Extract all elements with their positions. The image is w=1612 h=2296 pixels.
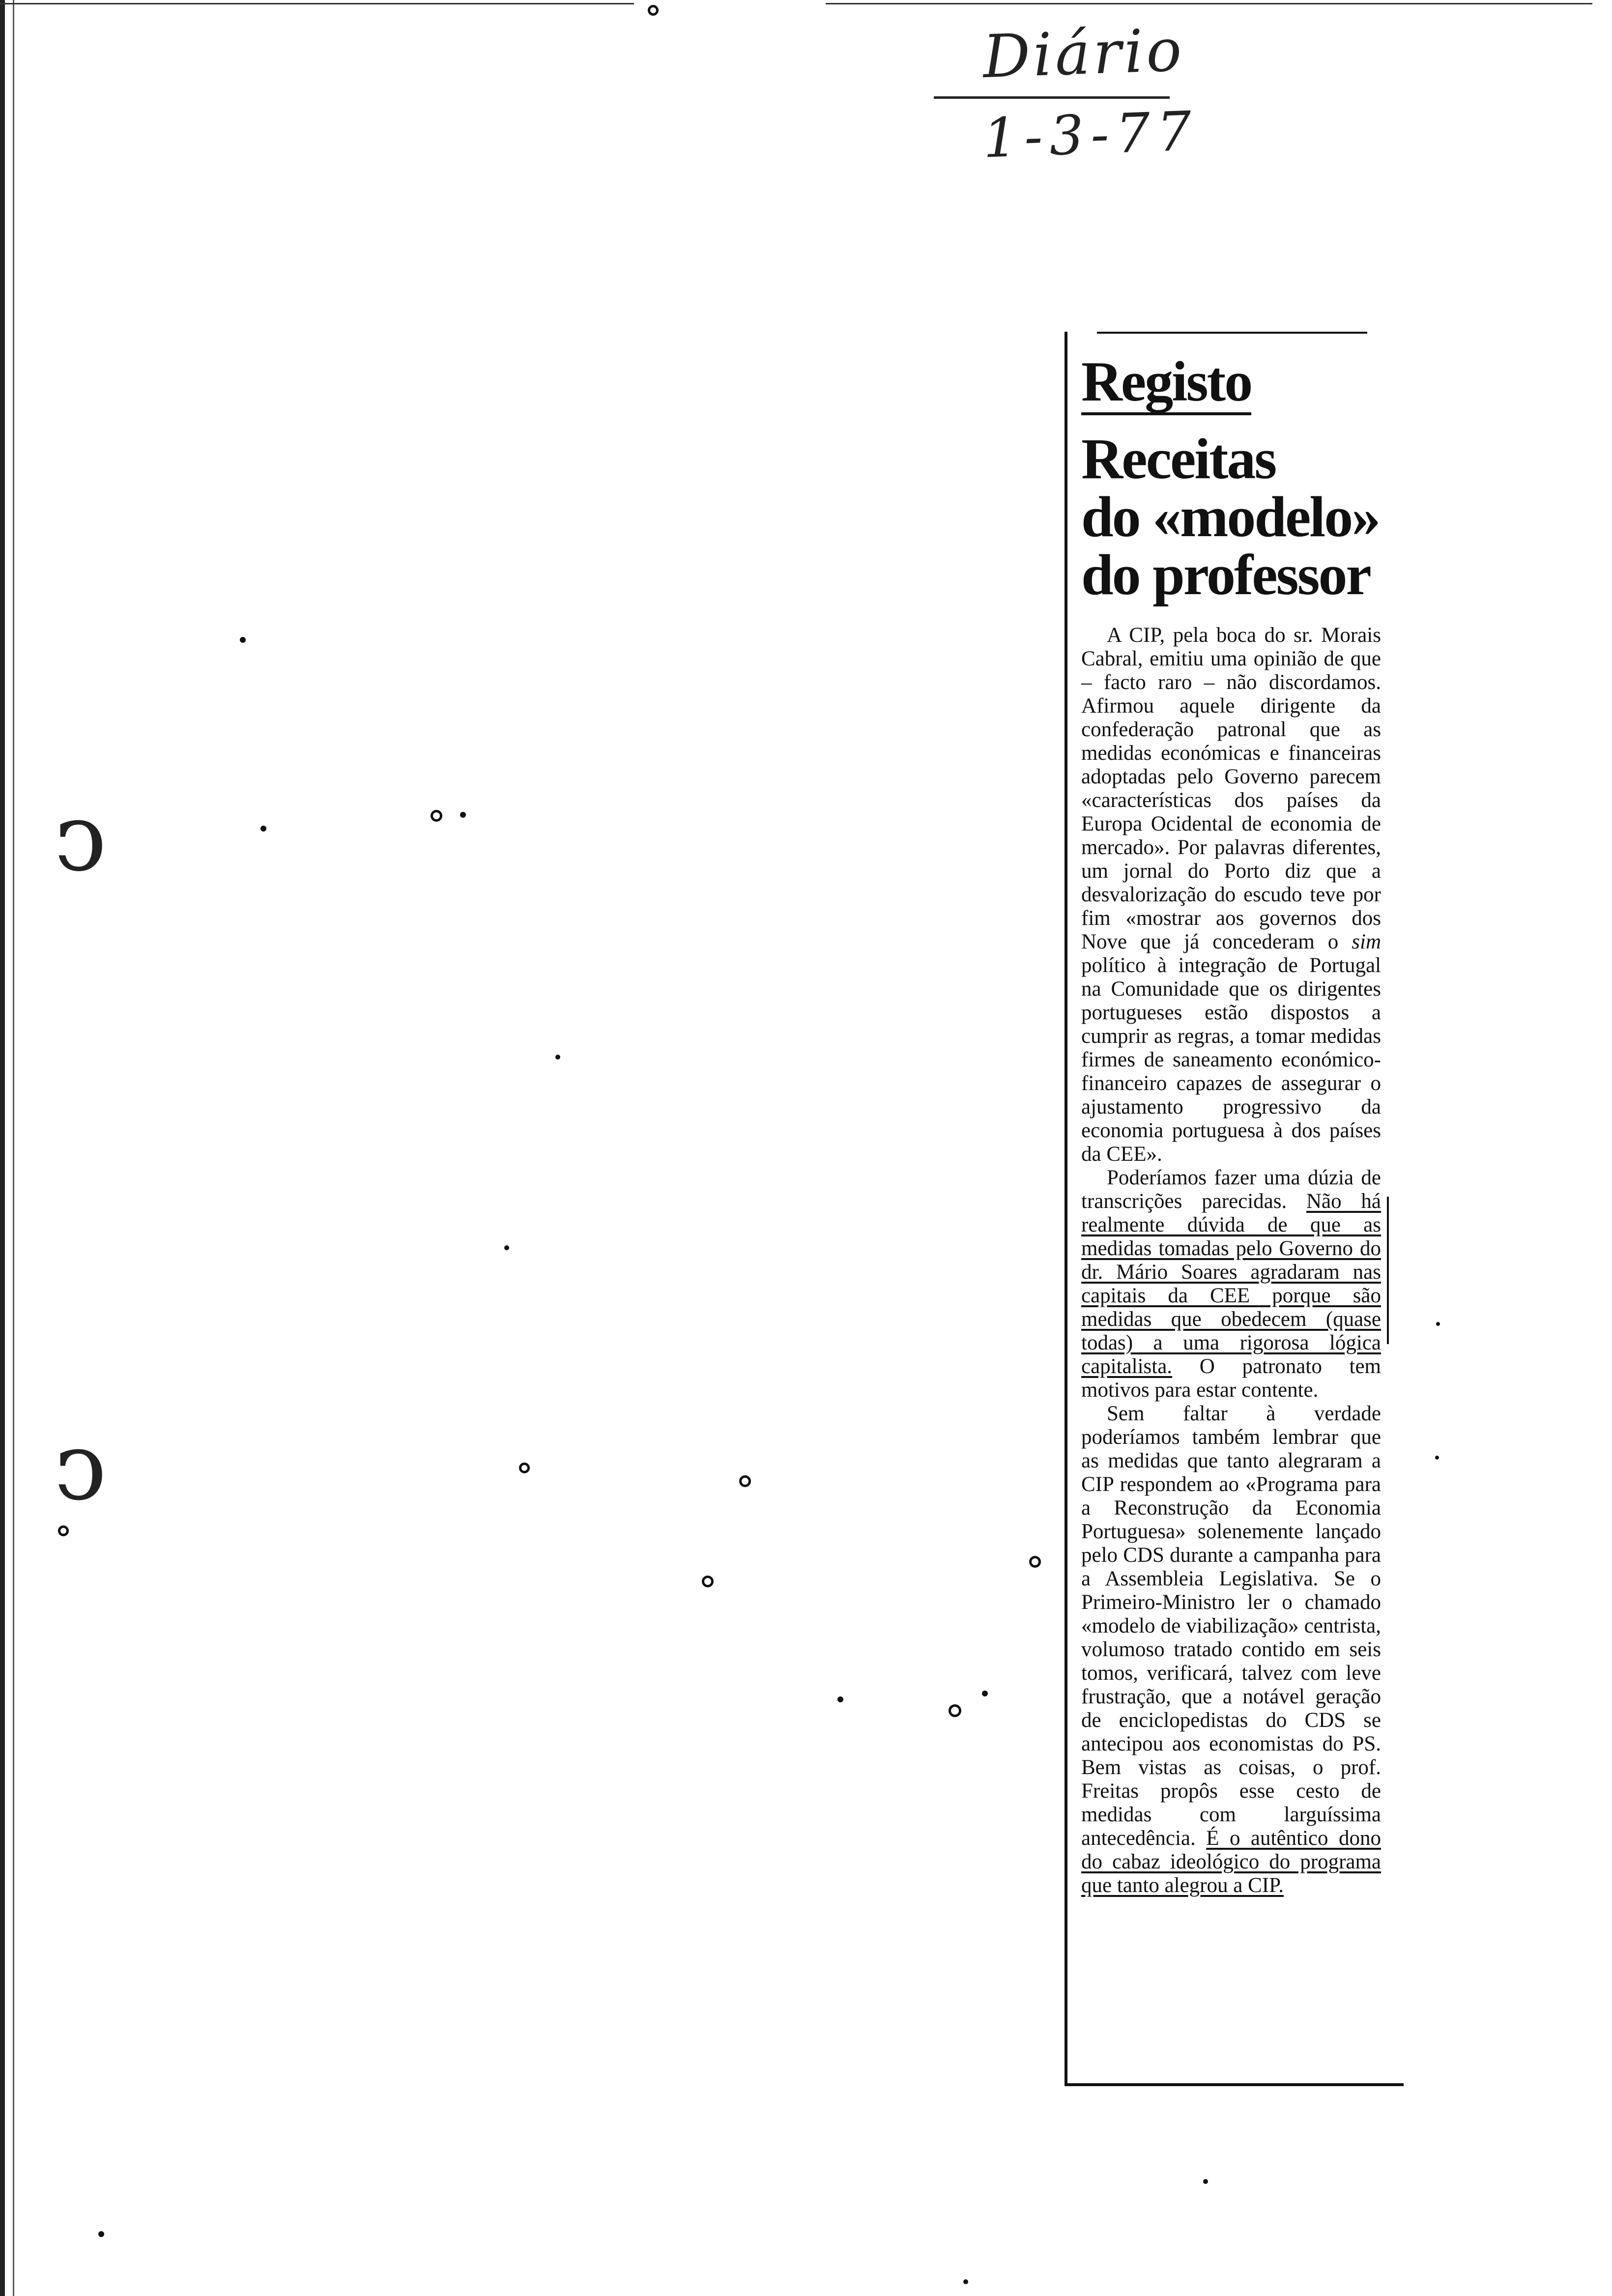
- paragraph-3: Sem faltar à verdade poderíamos também lembrar que as medidas que tanto alegraram a CIP respondem ao «Programa para a Reconstrução da Economia Portuguesa» solenemente lançado pelo CDS durante a campanha para a Assembleia Legislativa. Se o Primeiro-Ministro ler o chamado «modelo de viabilização» centrista, volumoso tratado contido em seis tomos, verificará, talvez com leve frustração, que a notável geração de enciclopedistas do CDS se antecipou aos economistas do PS. Bem vistas as coisas, o prof. Freitas propôs esse cesto de medidas com larguíssima antecedência. É o autêntico dono do cabaz ideológico do programa que tanto alegrou a CIP.: [1081, 1402, 1381, 1897]
- article-body: [1081, 624, 1381, 1897]
- speck: [519, 1463, 530, 1473]
- handwritten-underline: [934, 96, 1170, 99]
- speck: [1435, 1456, 1439, 1460]
- speck: [98, 2231, 104, 2237]
- margin-mark-line: [1387, 1197, 1389, 1344]
- speck: [431, 810, 442, 822]
- underlined-passage: Não há realmente dúvida de que as medidas tomadas pelo Governo do dr. Mário Soares agradaram nas capitais da CEE porque são medidas que obedecem (quase todas) a uma rigorosa lógica capitalista.: [1081, 1190, 1382, 1378]
- emphasis-sim: sim: [1352, 930, 1381, 953]
- clipping-top-rule: [1097, 332, 1367, 334]
- speck: [504, 1245, 509, 1250]
- speck: [1436, 1322, 1440, 1326]
- paragraph-2: Poderíamos fazer uma dúzia de transcrições parecidas. Não há realmente dúvida de que as medidas tomadas pelo Governo do dr. Mário Soares agradaram nas capitais da CEE porque são medidas que obedecem (quase todas) a uma rigorosa lógica capitalista. O patronato tem motivos para estar contente.: [1081, 1166, 1382, 1402]
- speck: [963, 2279, 968, 2284]
- speck: [702, 1576, 714, 1587]
- scan-top-line-right: [826, 3, 1592, 4]
- paragraph-1: A CIP, pela boca do sr. Morais Cabral, emitiu uma opinião de que – facto raro – não discordamos. Afirmou aquele dirigente da confederação patronal que as medidas económicas e financeiras adoptadas pelo Governo parecem «características dos países da Europa Ocidental de economia de mercado». Por palavras diferentes, um jornal do Porto diz que a desvalorização do escudo teve por fim «mostrar aos governos dos Nove que já concederam o sim político à integração de Portugal na Comunidade que os dirigentes portugueses estão dispostos a cumprir as regras, a tomar medidas firmes de saneamento económico-financeiro capazes de assegurar o ajustamento progressivo da economia portuguesa à dos países da CEE».: [1081, 624, 1381, 1166]
- speck: [1203, 2179, 1208, 2184]
- handwritten-newspaper-name: Diário: [981, 16, 1186, 92]
- speck: [648, 5, 659, 16]
- speck: [1029, 1556, 1041, 1568]
- underlined-conclusion: É o autêntico dono do cabaz ideológico do programa que tanto alegrou a CIP.: [1081, 1827, 1381, 1897]
- speck: [260, 826, 266, 832]
- speck: [555, 1055, 560, 1060]
- scan-left-edge-line: [13, 0, 14, 2296]
- newspaper-clipping: [1065, 332, 1404, 2086]
- speck: [58, 1525, 69, 1536]
- section-title: Registo: [1081, 353, 1251, 415]
- headline-line-3: do professor: [1081, 543, 1370, 607]
- headline-line-1: Receitas: [1081, 427, 1276, 491]
- speck: [739, 1475, 751, 1487]
- punch-hole-mark-top: ↄ: [54, 783, 107, 892]
- scan-left-edge: [0, 0, 5, 2296]
- article-headline: [1081, 427, 1404, 607]
- speck: [460, 812, 466, 818]
- speck: [949, 1704, 961, 1717]
- punch-hole-mark-bottom: ↄ: [54, 1412, 107, 1521]
- headline-line-2: do «modelo»: [1081, 485, 1380, 549]
- scan-top-line: [0, 3, 634, 4]
- handwritten-date: 1-3-77: [981, 99, 1200, 170]
- speck: [240, 637, 246, 643]
- speck: [982, 1691, 988, 1696]
- speck: [837, 1696, 843, 1702]
